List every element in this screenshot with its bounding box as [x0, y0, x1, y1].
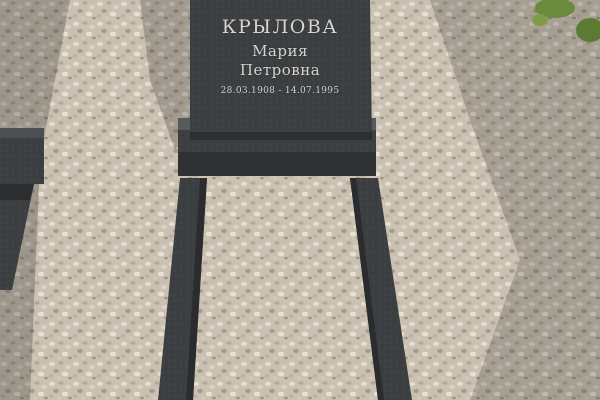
headstone-surname: КРЫЛОВА [221, 16, 339, 38]
headstone-patronymic: Петровна [239, 61, 321, 79]
headstone-dates: 28.03.1908 - 14.07.1995 [220, 86, 340, 96]
headstone-first-name: Мария [252, 42, 308, 60]
headstone-edge [190, 132, 372, 140]
